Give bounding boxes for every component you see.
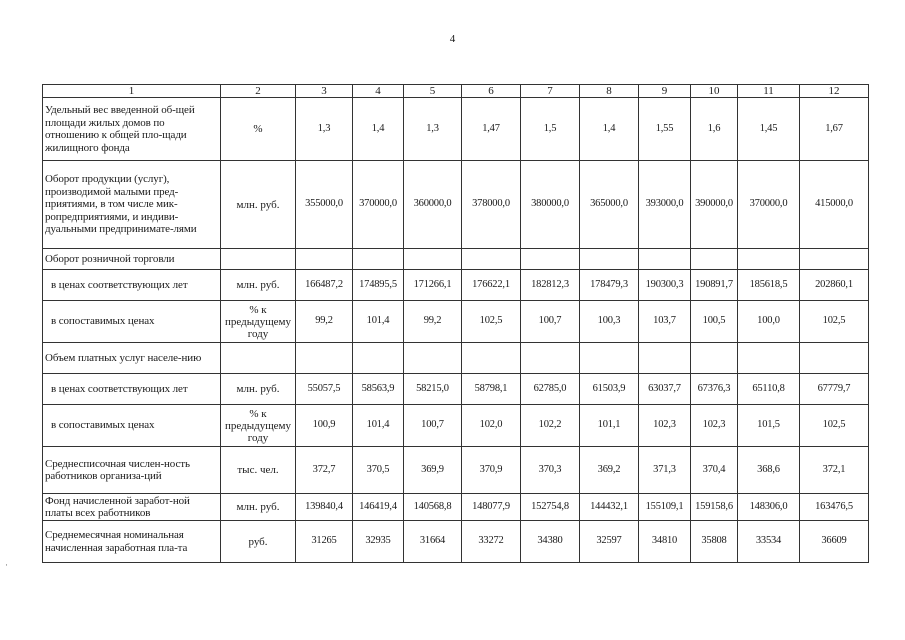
- value-cell: 55057,5: [296, 374, 353, 405]
- column-number-8: 8: [580, 85, 639, 98]
- value-cell: [580, 343, 639, 374]
- value-cell: 102,2: [521, 405, 580, 447]
- value-cell: 62785,0: [521, 374, 580, 405]
- value-cell: 67779,7: [800, 374, 869, 405]
- value-cell: 370,4: [691, 447, 738, 494]
- value-cell: 99,2: [404, 301, 462, 343]
- value-cell: 370,3: [521, 447, 580, 494]
- value-cell: [296, 249, 353, 270]
- value-cell: 144432,1: [580, 494, 639, 521]
- table-row: [43, 270, 869, 301]
- value-cell: 100,0: [738, 301, 800, 343]
- table-row: [43, 98, 869, 161]
- value-cell: 58215,0: [404, 374, 462, 405]
- unit-cell: тыс. чел.: [221, 447, 296, 494]
- unit-cell: млн. руб.: [221, 374, 296, 405]
- value-cell: 370,9: [462, 447, 521, 494]
- value-cell: 61503,9: [580, 374, 639, 405]
- value-cell: 369,2: [580, 447, 639, 494]
- value-cell: 67376,3: [691, 374, 738, 405]
- value-cell: 101,5: [738, 405, 800, 447]
- value-cell: 33272: [462, 521, 521, 563]
- value-cell: 33534: [738, 521, 800, 563]
- value-cell: 100,7: [521, 301, 580, 343]
- value-cell: 370000,0: [738, 161, 800, 249]
- value-cell: [296, 343, 353, 374]
- value-cell: 166487,2: [296, 270, 353, 301]
- value-cell: [738, 343, 800, 374]
- value-cell: 58798,1: [462, 374, 521, 405]
- value-cell: [521, 343, 580, 374]
- value-cell: 102,5: [462, 301, 521, 343]
- value-cell: 1,4: [353, 98, 404, 161]
- value-cell: 365000,0: [580, 161, 639, 249]
- value-cell: 58563,9: [353, 374, 404, 405]
- value-cell: 32597: [580, 521, 639, 563]
- value-cell: 100,7: [404, 405, 462, 447]
- value-cell: 99,2: [296, 301, 353, 343]
- value-cell: [404, 249, 462, 270]
- indicator-name: в сопоставимых ценах: [43, 405, 221, 447]
- column-number-11: 11: [738, 85, 800, 98]
- statistics-table: [42, 84, 869, 563]
- page-number: 4: [449, 33, 456, 45]
- value-cell: 371,3: [639, 447, 691, 494]
- value-cell: 380000,0: [521, 161, 580, 249]
- column-number-4: 4: [353, 85, 404, 98]
- value-cell: [404, 343, 462, 374]
- table-row: [43, 161, 869, 249]
- value-cell: 393000,0: [639, 161, 691, 249]
- column-number-7: 7: [521, 85, 580, 98]
- column-number-1: 1: [43, 85, 221, 98]
- indicator-name: Среднемесячная номинальная начисленная заработная пла-та: [43, 521, 221, 563]
- indicator-name: Удельный вес введенной об-щей площади жилых домов по отношению к общей пло-щади жилищного фонда: [43, 98, 221, 161]
- value-cell: 100,5: [691, 301, 738, 343]
- unit-cell: % к предыдущему году: [221, 301, 296, 343]
- value-cell: 185618,5: [738, 270, 800, 301]
- value-cell: 1,45: [738, 98, 800, 161]
- value-cell: 148306,0: [738, 494, 800, 521]
- value-cell: 152754,8: [521, 494, 580, 521]
- value-cell: [639, 343, 691, 374]
- value-cell: 100,9: [296, 405, 353, 447]
- value-cell: 102,5: [800, 405, 869, 447]
- unit-cell: млн. руб.: [221, 270, 296, 301]
- value-cell: 101,1: [580, 405, 639, 447]
- value-cell: 1,3: [404, 98, 462, 161]
- value-cell: 102,5: [800, 301, 869, 343]
- column-number-3: 3: [296, 85, 353, 98]
- table-body: [43, 85, 869, 563]
- unit-cell: млн. руб.: [221, 494, 296, 521]
- value-cell: 176622,1: [462, 270, 521, 301]
- indicator-name: в сопоставимых ценах: [43, 301, 221, 343]
- value-cell: 178479,3: [580, 270, 639, 301]
- column-number-2: 2: [221, 85, 296, 98]
- value-cell: 100,3: [580, 301, 639, 343]
- value-cell: [738, 249, 800, 270]
- value-cell: [521, 249, 580, 270]
- value-cell: 174895,5: [353, 270, 404, 301]
- header-row: [43, 85, 869, 98]
- value-cell: [462, 343, 521, 374]
- unit-cell: [221, 343, 296, 374]
- value-cell: 148077,9: [462, 494, 521, 521]
- table-row: [43, 374, 869, 405]
- value-cell: 1,55: [639, 98, 691, 161]
- value-cell: 1,67: [800, 98, 869, 161]
- value-cell: 202860,1: [800, 270, 869, 301]
- value-cell: 372,1: [800, 447, 869, 494]
- value-cell: 103,7: [639, 301, 691, 343]
- value-cell: 369,9: [404, 447, 462, 494]
- value-cell: 34380: [521, 521, 580, 563]
- value-cell: 102,0: [462, 405, 521, 447]
- value-cell: 1,47: [462, 98, 521, 161]
- value-cell: [800, 249, 869, 270]
- table-row: [43, 343, 869, 374]
- value-cell: 35808: [691, 521, 738, 563]
- value-cell: 370,5: [353, 447, 404, 494]
- value-cell: [691, 249, 738, 270]
- indicator-name: Оборот розничной торговли: [43, 249, 221, 270]
- value-cell: 102,3: [691, 405, 738, 447]
- value-cell: 415000,0: [800, 161, 869, 249]
- unit-cell: млн. руб.: [221, 161, 296, 249]
- value-cell: [353, 249, 404, 270]
- value-cell: 1,3: [296, 98, 353, 161]
- value-cell: 1,5: [521, 98, 580, 161]
- indicator-name: Оборот продукции (услуг), производимой малыми пред-приятиями, в том числе мик-ропредприятиями, и индиви-дуальными предпринимате-лями: [43, 161, 221, 249]
- table-row: [43, 249, 869, 270]
- table-row: [43, 447, 869, 494]
- value-cell: [353, 343, 404, 374]
- value-cell: 101,4: [353, 301, 404, 343]
- table-row: [43, 405, 869, 447]
- indicator-name: в ценах соответствующих лет: [43, 270, 221, 301]
- table-row: [43, 494, 869, 521]
- value-cell: 1,4: [580, 98, 639, 161]
- value-cell: 140568,8: [404, 494, 462, 521]
- value-cell: 31265: [296, 521, 353, 563]
- value-cell: 32935: [353, 521, 404, 563]
- value-cell: 63037,7: [639, 374, 691, 405]
- unit-cell: [221, 249, 296, 270]
- value-cell: 36609: [800, 521, 869, 563]
- value-cell: 155109,1: [639, 494, 691, 521]
- column-number-10: 10: [691, 85, 738, 98]
- value-cell: 190300,3: [639, 270, 691, 301]
- value-cell: 163476,5: [800, 494, 869, 521]
- unit-cell: руб.: [221, 521, 296, 563]
- value-cell: 370000,0: [353, 161, 404, 249]
- unit-cell: %: [221, 98, 296, 161]
- value-cell: [691, 343, 738, 374]
- value-cell: 355000,0: [296, 161, 353, 249]
- value-cell: 34810: [639, 521, 691, 563]
- indicator-name: Среднесписочная числен-ность работников организа-ций: [43, 447, 221, 494]
- value-cell: 360000,0: [404, 161, 462, 249]
- column-number-9: 9: [639, 85, 691, 98]
- value-cell: 390000,0: [691, 161, 738, 249]
- value-cell: 139840,4: [296, 494, 353, 521]
- indicator-name: Объем платных услуг населе-нию: [43, 343, 221, 374]
- value-cell: [462, 249, 521, 270]
- value-cell: 171266,1: [404, 270, 462, 301]
- column-number-12: 12: [800, 85, 869, 98]
- value-cell: 372,7: [296, 447, 353, 494]
- value-cell: 378000,0: [462, 161, 521, 249]
- value-cell: 1,6: [691, 98, 738, 161]
- column-number-5: 5: [404, 85, 462, 98]
- value-cell: 102,3: [639, 405, 691, 447]
- indicator-name: в ценах соответствующих лет: [43, 374, 221, 405]
- value-cell: 31664: [404, 521, 462, 563]
- value-cell: 182812,3: [521, 270, 580, 301]
- table-row: [43, 521, 869, 563]
- value-cell: 190891,7: [691, 270, 738, 301]
- value-cell: [639, 249, 691, 270]
- column-number-6: 6: [462, 85, 521, 98]
- value-cell: [800, 343, 869, 374]
- value-cell: 146419,4: [353, 494, 404, 521]
- value-cell: 101,4: [353, 405, 404, 447]
- unit-cell: % к предыдущему году: [221, 405, 296, 447]
- value-cell: 159158,6: [691, 494, 738, 521]
- value-cell: [580, 249, 639, 270]
- table-row: [43, 301, 869, 343]
- value-cell: 368,6: [738, 447, 800, 494]
- indicator-name: Фонд начисленной заработ-ной платы всех работников: [43, 494, 221, 521]
- stray-mark: ·: [5, 560, 8, 570]
- value-cell: 65110,8: [738, 374, 800, 405]
